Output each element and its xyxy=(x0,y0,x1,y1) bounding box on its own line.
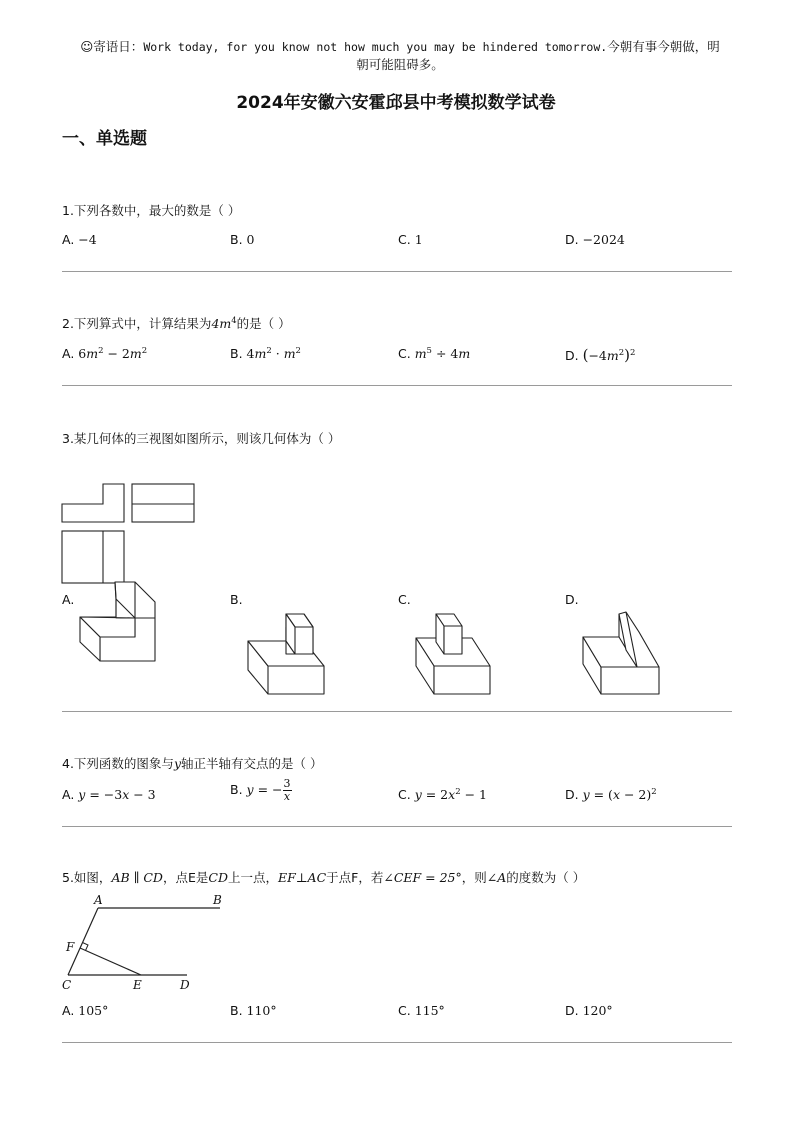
page-title: 2024年安徽六安霍邱县中考模拟数学试卷 xyxy=(236,93,556,113)
q3-option-b[interactable]: B. xyxy=(230,592,243,607)
label-d: D xyxy=(180,978,190,992)
question-2-stem: 2.下列算式中，计算结果为$4m^4$的是（ ） xyxy=(62,315,291,331)
section-heading: 一、单选题 xyxy=(62,129,147,149)
label-e: E xyxy=(133,978,142,992)
q4-option-b[interactable]: B. y = − $\frac{3}{x}$ xyxy=(230,777,291,803)
q3-solid-a[interactable] xyxy=(80,582,176,662)
q4-option-a[interactable]: A. y = −3x − 3 xyxy=(62,787,156,802)
divider xyxy=(62,1042,732,1043)
three-view-drawing xyxy=(62,483,202,585)
motto-prefix: ☺寄语日： xyxy=(80,39,144,54)
q5-option-b[interactable]: B. 110° xyxy=(230,1003,277,1018)
q4-option-d[interactable]: D. $y = (x - 2)^2$ xyxy=(565,787,657,803)
motto-chinese-1: 今朝有事今朝做，明 xyxy=(607,39,720,54)
divider xyxy=(62,385,732,386)
motto-english: Work today, for you know not how much you may be hindered tomorrow. xyxy=(143,40,608,54)
q2-option-b[interactable]: B. $4m^2 \cdot m^2$ xyxy=(230,346,301,362)
q1-option-c[interactable]: C. 1 xyxy=(398,232,423,247)
q5-option-c[interactable]: C. 115° xyxy=(398,1003,445,1018)
question-1-stem: 1.下列各数中，最大的数是（ ） xyxy=(62,203,241,218)
motto-chinese-2: 朝可能阻碍多。 xyxy=(356,57,444,72)
q3-option-d[interactable]: D. xyxy=(565,592,579,607)
geometry-figure xyxy=(60,892,230,992)
divider xyxy=(62,271,732,272)
motto xyxy=(40,38,760,74)
q1-option-d[interactable]: D. −2024 xyxy=(565,232,625,247)
q3-option-c[interactable]: C. xyxy=(398,592,411,607)
question-5-stem: 5.如图，AB ∥ CD，点E是CD上一点，EF⊥AC于点F，若∠CEF = 25°，则∠A的度数为（ ） xyxy=(62,870,586,885)
question-4-stem: 4.下列函数的图象与y轴正半轴有交点的是（ ） xyxy=(62,756,323,771)
q3-solid-b[interactable] xyxy=(248,614,328,696)
q5-option-d[interactable]: D. 120° xyxy=(565,1003,613,1018)
label-c: C xyxy=(62,978,72,992)
divider xyxy=(62,711,732,712)
question-3-stem: 3.某几何体的三视图如图所示，则该几何体为（ ） xyxy=(62,431,341,446)
q3-solid-d[interactable] xyxy=(583,612,663,696)
q1-option-b[interactable]: B. 0 xyxy=(230,232,255,247)
q2-option-d[interactable]: D. $(-4m^2)^2$ xyxy=(565,346,636,364)
q2-option-c[interactable]: C. $m^5 \div 4m$ xyxy=(398,346,471,362)
q4-option-c[interactable]: C. $y = 2x^2 - 1$ xyxy=(398,787,487,803)
q3-option-a[interactable]: A. xyxy=(62,592,75,607)
label-a: A xyxy=(94,893,103,907)
q3-solid-c[interactable] xyxy=(416,614,496,696)
label-b: B xyxy=(213,893,222,907)
q1-option-a[interactable]: A. −4 xyxy=(62,232,97,247)
divider xyxy=(62,826,732,827)
q5-option-a[interactable]: A. 105° xyxy=(62,1003,109,1018)
q2-option-a[interactable]: A. $6m^2 - 2m^2$ xyxy=(62,346,148,362)
label-f: F xyxy=(66,940,75,954)
